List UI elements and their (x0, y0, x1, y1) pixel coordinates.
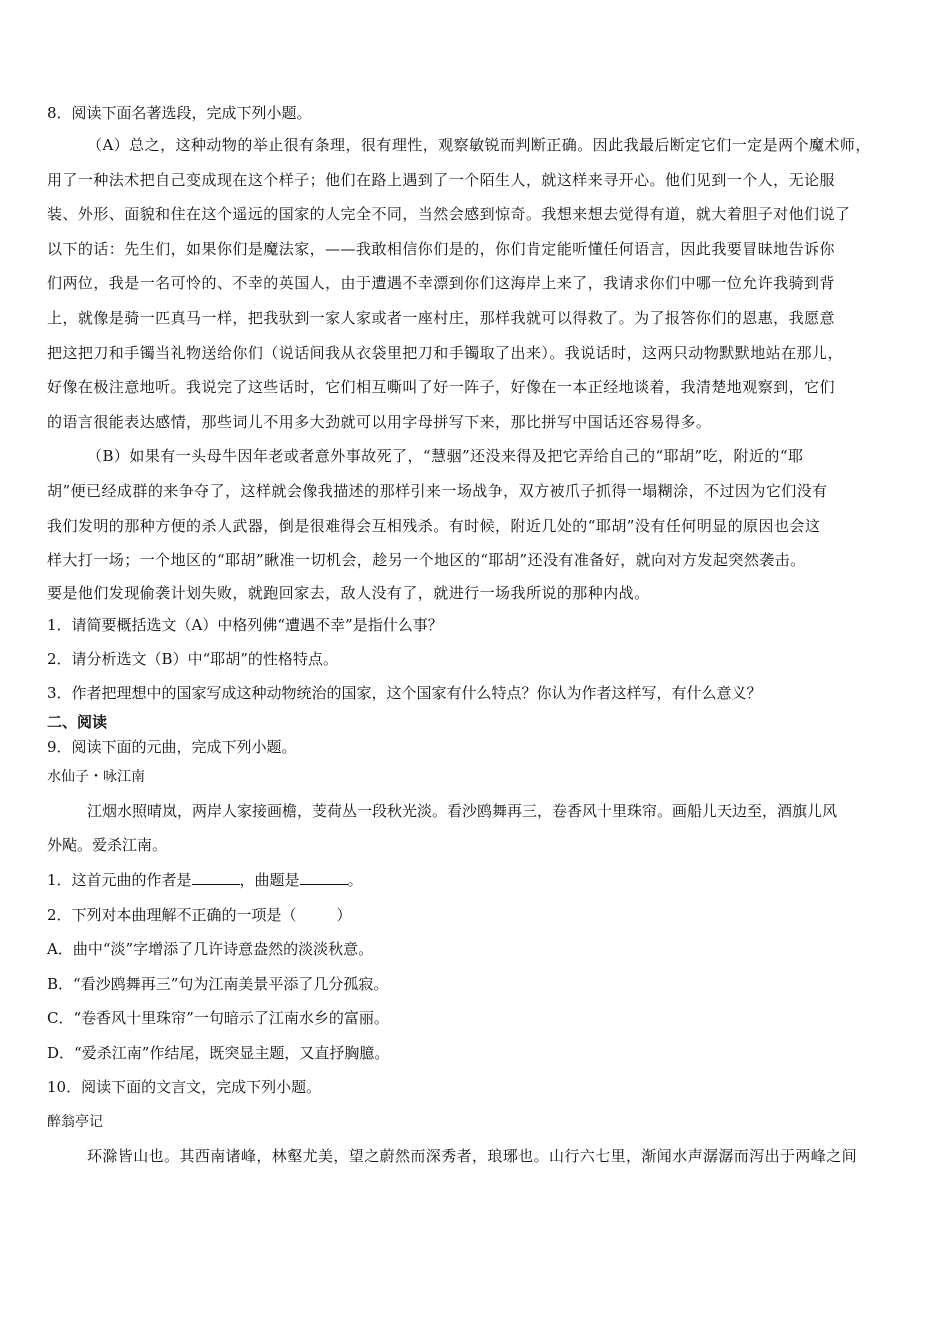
passage-a-line: 装、外形、面貌和住在这个遥远的国家的人完全不同，当然会感到惊奇。我想来想去觉得有道，就大着胆子对他们说了 (47, 205, 851, 224)
option-a[interactable]: A．曲中“淡”字增添了几许诗意盎然的淡淡秋意。 (47, 940, 374, 959)
question-item: 1．请简要概括选文（A）中格列佛“遭遇不幸”是指什么事？ (47, 615, 443, 634)
poem-body (47, 794, 909, 863)
q9-question-2 (47, 898, 909, 933)
passage-b-line: 样大打一场；一个地区的“耶胡”瞅准一切机会，趁另一个地区的“耶胡”还没有准备好，就向对方发起突然袭击。 (47, 551, 806, 570)
classical-text-title: 醉翁亭记 (47, 1114, 103, 1131)
poem-title: 水仙子・咏江南 (47, 768, 145, 785)
title-blank[interactable] (300, 870, 348, 885)
option-c[interactable]: C．“卷香风十里珠帘”一句暗示了江南水乡的富丽。 (47, 1009, 389, 1028)
question-item: 3．作者把理想中的国家写成这种动物统治的国家，这个国家有什么特点？你认为作者这样写，有什么意义？ (47, 683, 762, 702)
q9-q2-text-b: ） (336, 905, 352, 924)
passage-a-line: 的语言很能表达感情，那些词儿不用多大劲就可以用字母拼写下来，那比拼写中国话还容易得多。 (47, 412, 712, 431)
q8-questions (47, 608, 909, 710)
q9-q1-text-b: ，曲题是 (239, 870, 300, 889)
q8-passage-a (47, 128, 909, 439)
passage-b-line: （B）如果有一头母牛因年老或者意外事故死了，“慧骃”还没来得及把它弄给自己的“耶胡”吃，附近的“耶 (87, 447, 804, 466)
question-item: 2．请分析选文（B）中“耶胡”的性格特点。 (47, 649, 338, 668)
q9-options (47, 932, 909, 1070)
passage-a-line: 好像在极注意地听。我说完了这些话时，它们相互嘶叫了好一阵子，好像在一本正经地谈着，我清楚地观察到，它们 (47, 378, 835, 397)
passage-b-line: 我们发明的那种方便的杀人武器，倒是很难得会互相残杀。有时候，附近几处的“耶胡”没有任何明显的原因也会这 (47, 516, 821, 535)
q10-title: 10．阅读下面的文言文，完成下列小题。 (47, 1078, 322, 1097)
option-b[interactable]: B．“看沙鸥舞再三”句为江南美景平添了几分孤寂。 (47, 974, 389, 993)
q9-q1-text-c: 。 (347, 870, 363, 889)
q9-question-1 (47, 863, 909, 898)
option-d[interactable]: D．“爱杀江南”作结尾，既突显主题，又直抒胸臆。 (47, 1043, 390, 1062)
section-heading: 二、阅读 (47, 712, 108, 731)
author-blank[interactable] (192, 870, 240, 885)
passage-a-line: 把这把刀和手镯当礼物送给你们（说话间我从衣袋里把刀和手镯取了出来）。我说话时，这两只动物默默地站在那儿， (47, 343, 843, 362)
q9-q1-text-a: 1．这首元曲的作者是 (47, 870, 192, 889)
q9-q2-text-a: 2．下列对本曲理解不正确的一项是（ (47, 905, 297, 924)
passage-a-line: 上，就像是骑一匹真马一样，把我驮到一家人家或者一座村庄，那样我就可以得救了。为了报答你们的恩惠，我愿意 (47, 308, 835, 327)
passage-b-line: 胡”便已经成群的来争夺了，这样就会像我描述的那样引来一场战争，双方被爪子抓得一塌糊涂，不过因为它们没有 (47, 481, 828, 500)
passage-a-line: 用了一种法术把自己变成现在这个样子；他们在路上遇到了一个陌生人，就这样来寻开心。他们见到一个人，无论服 (47, 170, 835, 189)
classical-text-line: 环滁皆山也。其西南诸峰，林壑尤美，望之蔚然而深秀者，琅琊也。山行六七里，渐闻水声潺潺而泻出于两峰之间 (87, 1147, 858, 1166)
q9-title: 9．阅读下面的元曲，完成下列小题。 (47, 737, 297, 756)
poem-line: 江烟水照晴岚，两岸人家接画檐，芰荷丛一段秋光淡。看沙鸥舞再三，卷香风十里珠帘。画船儿天边至，酒旗儿风 (87, 801, 838, 820)
passage-b-line: 要是他们发现偷袭计划失败，就跑回家去，敌人没有了，就进行一场我所说的那种内战。 (47, 583, 650, 602)
poem-line: 外飐。爱杀江南。 (47, 836, 168, 855)
passage-a-line: （A）总之，这种动物的举止很有条理，很有理性，观察敏锐而判断正确。因此我最后断定它们一定是两个魔术师， (87, 136, 871, 154)
passage-a-line: 们两位，我是一名可怜的、不幸的英国人，由于遭遇不幸漂到你们这海岸上来了，我请求你们中哪一位允许我骑到背 (47, 274, 835, 293)
document-page (47, 98, 909, 1174)
q8-passage-b (47, 439, 909, 607)
passage-a-line: 以下的话：先生们，如果你们是魔法家，——我敢相信你们是的，你们肯定能听懂任何语言，因此我要冒昧地告诉你 (47, 239, 835, 258)
q8-title: 8．阅读下面名著选段，完成下列小题。 (47, 104, 312, 122)
